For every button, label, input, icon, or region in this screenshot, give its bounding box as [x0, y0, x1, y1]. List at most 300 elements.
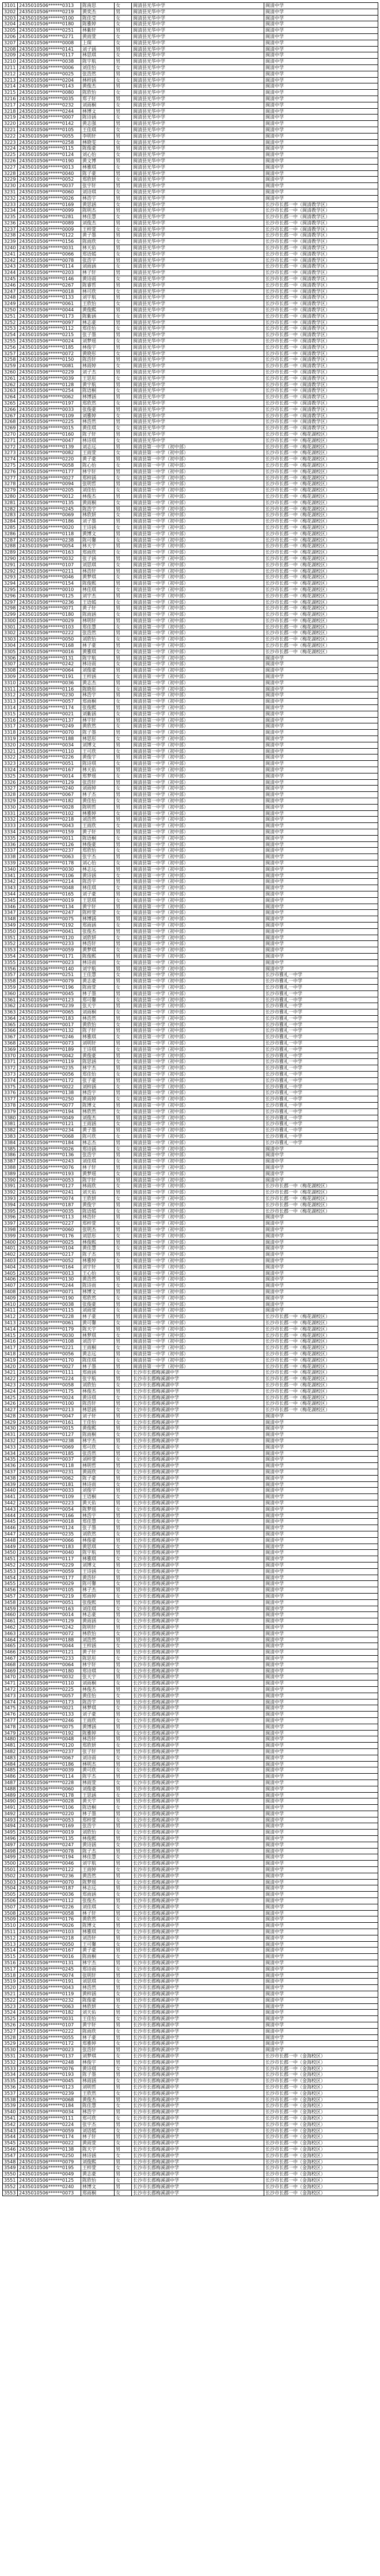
row-school: 闽清县光华中学 — [132, 177, 264, 183]
row-name: 林诗雨 — [81, 959, 115, 966]
row-school: 闽清县光华中学 — [132, 295, 264, 301]
row-gender: 女 — [115, 1332, 132, 1339]
row-id-number: 2435010506******0068 — [18, 1134, 81, 1140]
row-target-school: 闽清中学 — [264, 90, 378, 96]
row-name: 张宇杰 — [81, 854, 115, 860]
row-id-number: 2435010506******0060 — [18, 1226, 81, 1233]
row-seq: 3207 — [3, 40, 18, 46]
row-id-number: 2435010506******0067 — [18, 792, 81, 798]
table-row — [3, 1643, 378, 1649]
table-row — [3, 326, 378, 332]
table-row — [3, 605, 378, 612]
row-name: 林梦琪 — [81, 1332, 115, 1339]
row-gender: 女 — [115, 897, 132, 904]
table-row — [3, 1612, 378, 1618]
row-name: 黄梦琪 — [81, 574, 115, 581]
row-id-number: 2435010506******0137 — [18, 2053, 81, 2059]
row-gender: 男 — [115, 1736, 132, 1743]
row-seq: 3210 — [3, 59, 18, 65]
row-name: 张俊豪 — [81, 406, 115, 413]
row-school: 长沙市长郡梅溪湖中学 — [132, 1563, 264, 1569]
row-id-number: 2435010506******0068 — [18, 2097, 81, 2103]
row-id-number: 2435010506******0016 — [18, 1954, 81, 1960]
table-row — [3, 500, 378, 506]
row-target-school: 闽清中学 — [264, 1699, 378, 1705]
table-row — [3, 581, 378, 587]
row-seq: 3237 — [3, 226, 18, 233]
row-seq: 3351 — [3, 935, 18, 941]
table-row — [3, 1581, 378, 1587]
row-name: 林梓涵 — [81, 77, 115, 83]
row-seq: 3332 — [3, 817, 18, 823]
row-seq: 3417 — [3, 1345, 18, 1351]
row-school: 闽清县第一中学（初中部） — [132, 618, 264, 624]
row-school: 闽清县第一中学（初中部） — [132, 531, 264, 537]
table-row — [3, 1823, 378, 1830]
row-school: 长沙市长郡梅溪湖中学 — [132, 1457, 264, 1463]
row-id-number: 2435010506******0222 — [18, 630, 81, 637]
row-school: 长沙市长郡梅溪湖中学 — [132, 1805, 264, 1811]
table-row — [3, 2121, 378, 2128]
row-name: 郑梓涵 — [81, 475, 115, 481]
row-target-school: 闽清中学 — [264, 779, 378, 786]
row-gender: 男 — [115, 841, 132, 848]
row-gender: 女 — [115, 139, 132, 146]
row-name: 郑欣然 — [81, 401, 115, 407]
row-id-number: 2435010506******0053 — [18, 1817, 81, 1823]
row-gender: 女 — [115, 1221, 132, 1227]
row-target-school: 闽清中学 — [264, 1904, 378, 1910]
row-name: 刘雨桐 — [81, 1681, 115, 1687]
table-row — [3, 848, 378, 854]
row-school: 闽清县第一中学（初中部） — [132, 848, 264, 854]
row-gender: 女 — [115, 586, 132, 593]
row-seq: 3477 — [3, 1717, 18, 1724]
row-id-number: 2435010506******0051 — [18, 1599, 81, 1606]
row-seq: 3498 — [3, 1848, 18, 1854]
table-row — [3, 1885, 378, 1892]
row-gender: 男 — [115, 1152, 132, 1159]
row-school: 长沙市长郡梅溪湖中学 — [132, 1668, 264, 1674]
row-name: 黄诗涵 — [81, 1842, 115, 1848]
row-name: 刘佳琪 — [81, 1159, 115, 1165]
row-target-school: 长沙市雅礼一中学 — [264, 1084, 378, 1090]
row-school: 闽清县第一中学（初中部） — [132, 1003, 264, 1009]
row-name: 刘佳怡 — [81, 487, 115, 494]
row-id-number: 2435010506******0173 — [18, 313, 81, 319]
row-id-number: 2435010506******0215 — [18, 332, 81, 338]
row-seq: 3408 — [3, 1289, 18, 1295]
row-seq: 3542 — [3, 2121, 18, 2128]
row-name: 黄佳琪 — [81, 425, 115, 432]
row-name: 林欣怡 — [81, 1630, 115, 1637]
row-seq: 3545 — [3, 2140, 18, 2147]
table-row — [3, 649, 378, 655]
row-school: 闽清县第一中学（初中部） — [132, 1146, 264, 1152]
row-name: 刘欣妍 — [81, 935, 115, 941]
row-id-number: 2435010506******0185 — [18, 1450, 81, 1457]
row-gender: 女 — [115, 2041, 132, 2047]
row-seq: 3440 — [3, 1488, 18, 1494]
row-target-school: 闽清中学 — [264, 1811, 378, 1817]
row-seq: 3218 — [3, 108, 18, 115]
row-name: 郑梓萱 — [81, 1817, 115, 1823]
row-gender: 男 — [115, 630, 132, 637]
row-id-number: 2435010506******0075 — [18, 916, 81, 923]
row-name: 林博文 — [81, 108, 115, 115]
row-id-number: 2435010506******0057 — [18, 1693, 81, 1699]
table-row — [3, 1041, 378, 1047]
row-gender: 男 — [115, 1873, 132, 1879]
row-gender: 男 — [115, 1401, 132, 1407]
row-name: 王梓涵 — [81, 1643, 115, 1649]
table-row — [3, 810, 378, 817]
row-target-school: 闽清中学 — [264, 748, 378, 754]
row-school: 闽清县光华中学 — [132, 3, 264, 9]
row-seq: 3462 — [3, 1624, 18, 1630]
row-gender: 男 — [115, 468, 132, 475]
row-gender: 男 — [115, 1748, 132, 1755]
row-name: 刘诗琪 — [81, 189, 115, 195]
row-seq: 3346 — [3, 904, 18, 910]
row-gender: 男 — [115, 506, 132, 512]
row-id-number: 2435010506******0138 — [18, 2146, 81, 2152]
row-name: 陈诗雨 — [81, 1283, 115, 1289]
table-row — [3, 1786, 378, 1792]
table-row — [3, 723, 378, 730]
row-id-number: 2435010506******0213 — [18, 1407, 81, 1413]
row-seq: 3516 — [3, 1960, 18, 1967]
row-target-school: 长沙市长郡一中（金海校区） — [264, 2115, 378, 2121]
row-name: 林子轩 — [81, 2134, 115, 2140]
row-id-number: 2435010506******0117 — [18, 1556, 81, 1563]
row-name: 刘佳怡 — [81, 64, 115, 71]
table-row — [3, 15, 378, 21]
row-target-school: 长沙市长郡一中（闽清教学区） — [264, 257, 378, 264]
row-target-school: 闽清中学 — [264, 1779, 378, 1786]
row-seq: 3550 — [3, 2171, 18, 2178]
row-gender: 女 — [115, 276, 132, 283]
row-seq: 3307 — [3, 661, 18, 668]
row-id-number: 2435010506******0218 — [18, 1935, 81, 1941]
row-target-school: 长沙市雅礼一中学 — [264, 978, 378, 985]
row-id-number: 2435010506******0204 — [18, 77, 81, 83]
row-name: 张明轩 — [81, 1972, 115, 1979]
row-gender: 女 — [115, 885, 132, 891]
row-target-school: 长沙市长郡一中（梅花湖校区） — [264, 1320, 378, 1326]
row-name: 林思涵 — [81, 1407, 115, 1413]
table-row — [3, 1668, 378, 1674]
row-gender: 女 — [115, 1681, 132, 1687]
row-school: 闽清县第一中学（初中部） — [132, 1046, 264, 1053]
row-seq: 3544 — [3, 2134, 18, 2140]
row-gender: 男 — [115, 71, 132, 77]
row-gender: 男 — [115, 1351, 132, 1357]
row-school: 长沙市长郡梅溪湖中学 — [132, 1500, 264, 1507]
row-name: 刘浩轩 — [81, 1935, 115, 1941]
row-name: 王可欣 — [81, 748, 115, 754]
row-seq: 3552 — [3, 2183, 18, 2190]
row-name: 林志远 — [81, 1885, 115, 1892]
row-id-number: 2435010506******0225 — [18, 419, 81, 425]
row-target-school: 闽清中学 — [264, 1252, 378, 1258]
row-id-number: 2435010506******0013 — [18, 1270, 81, 1276]
row-gender: 女 — [115, 1867, 132, 1873]
table-row — [3, 1960, 378, 1967]
row-target-school: 闽清中学 — [264, 1226, 378, 1233]
row-id-number: 2435010506******0124 — [18, 152, 81, 158]
row-target-school: 长沙市长郡一中（闽清教学区） — [264, 326, 378, 332]
table-row — [3, 1563, 378, 1569]
row-id-number: 2435010506******0124 — [18, 1525, 81, 1531]
row-gender: 女 — [115, 1419, 132, 1426]
row-id-number: 2435010506******0076 — [18, 2066, 81, 2072]
row-gender: 男 — [115, 1637, 132, 1643]
table-row — [3, 363, 378, 369]
row-school: 长沙市长郡梅溪湖中学 — [132, 2152, 264, 2159]
table-row — [3, 904, 378, 910]
row-id-number: 2435010506******0185 — [18, 344, 81, 350]
row-name: 张子墨 — [81, 332, 115, 338]
row-gender: 女 — [115, 152, 132, 158]
row-school: 闽清县光华中学 — [132, 208, 264, 214]
table-row — [3, 2109, 378, 2116]
row-id-number: 2435010506******0020 — [18, 524, 81, 531]
row-gender: 女 — [115, 1668, 132, 1674]
row-target-school: 闽清中学 — [264, 1630, 378, 1637]
row-seq: 3266 — [3, 406, 18, 413]
row-target-school: 闽清中学 — [264, 1767, 378, 1774]
table-row — [3, 990, 378, 997]
row-name: 陈雨欣 — [81, 2028, 115, 2034]
row-target-school: 长沙市雅礼一中学 — [264, 1034, 378, 1041]
row-id-number: 2435010506******0046 — [18, 1861, 81, 1867]
row-name: 陈雨涵 — [81, 612, 115, 618]
row-seq: 3287 — [3, 537, 18, 543]
row-gender: 男 — [115, 332, 132, 338]
row-id-number: 2435010506******0046 — [18, 574, 81, 581]
row-target-school: 闽清中学 — [264, 692, 378, 699]
table-row — [3, 1736, 378, 1743]
table-row — [3, 2090, 378, 2097]
row-school: 长沙市长郡梅溪湖中学 — [132, 2097, 264, 2103]
row-school: 闽清县第一中学（初中部） — [132, 879, 264, 885]
row-id-number: 2435010506******0044 — [18, 307, 81, 314]
row-gender: 女 — [115, 2053, 132, 2059]
table-row — [3, 2159, 378, 2165]
row-school: 闽清县光华中学 — [132, 21, 264, 28]
row-school: 闽清县第一中学（初中部） — [132, 1257, 264, 1264]
row-name: 刘天佑 — [81, 2010, 115, 2016]
row-name: 陈博文 — [81, 1923, 115, 1929]
row-name: 林梦琪 — [81, 1705, 115, 1712]
table-row — [3, 276, 378, 283]
row-gender: 男 — [115, 170, 132, 177]
row-name: 林宇轩 — [81, 1662, 115, 1668]
row-name: 林宇轩 — [81, 717, 115, 723]
row-gender: 男 — [115, 2047, 132, 2053]
row-seq: 3549 — [3, 2165, 18, 2171]
row-name: 黄博文 — [81, 531, 115, 537]
row-seq: 3472 — [3, 1686, 18, 1693]
row-school: 长沙市长郡梅溪湖中学 — [132, 1649, 264, 1656]
row-school: 闽清县第一中学（初中部） — [132, 754, 264, 761]
table-row — [3, 1792, 378, 1798]
row-seq: 3224 — [3, 146, 18, 152]
row-id-number: 2435010506******0064 — [18, 668, 81, 674]
row-seq: 3321 — [3, 748, 18, 754]
table-row — [3, 2134, 378, 2140]
row-name: 林浩轩 — [81, 1736, 115, 1743]
row-seq: 3469 — [3, 1668, 18, 1674]
row-id-number: 2435010506******0009 — [18, 226, 81, 233]
table-row — [3, 655, 378, 661]
row-target-school: 长沙市长郡一中（梅花湖校区） — [264, 431, 378, 437]
row-seq: 3422 — [3, 1376, 18, 1382]
row-name: 黄欣然 — [81, 1916, 115, 1923]
row-gender: 男 — [115, 1450, 132, 1457]
row-name: 刘宇航 — [81, 1861, 115, 1867]
row-seq: 3547 — [3, 2152, 18, 2159]
row-id-number: 2435010506******0061 — [18, 1320, 81, 1326]
row-name: 王诗涵 — [81, 524, 115, 531]
row-name: 王雨欣 — [81, 1717, 115, 1724]
row-target-school: 闽清中学 — [264, 953, 378, 959]
row-school: 长沙市长郡梅溪湖中学 — [132, 1948, 264, 1954]
row-name: 林俊杰 — [81, 1388, 115, 1394]
row-target-school: 长沙市长郡一中（金海校区） — [264, 2140, 378, 2147]
row-gender: 女 — [115, 350, 132, 357]
row-target-school: 长沙市长郡一中（梅花湖校区） — [264, 1376, 378, 1382]
row-seq: 3285 — [3, 524, 18, 531]
row-seq: 3432 — [3, 1438, 18, 1445]
row-school: 闽清县光华中学 — [132, 437, 264, 444]
row-name: 黄子豪 — [81, 456, 115, 463]
table-row — [3, 1842, 378, 1848]
row-school: 闽清县光华中学 — [132, 214, 264, 220]
row-seq: 3519 — [3, 1979, 18, 1985]
row-id-number: 2435010506******0176 — [18, 1233, 81, 1239]
row-target-school: 闽清中学 — [264, 1861, 378, 1867]
table-row — [3, 1879, 378, 1885]
table-row — [3, 531, 378, 537]
row-name: 林子墨 — [81, 990, 115, 997]
row-school: 长沙市长郡梅溪湖中学 — [132, 2134, 264, 2140]
table-row — [3, 1028, 378, 1034]
row-seq: 3499 — [3, 1854, 18, 1861]
row-name: 林佳慧 — [81, 214, 115, 220]
row-gender: 男 — [115, 904, 132, 910]
table-row — [3, 1724, 378, 1730]
row-school: 长沙市长郡梅溪湖中学 — [132, 1885, 264, 1892]
table-row — [3, 674, 378, 680]
row-gender: 女 — [115, 1979, 132, 1985]
row-gender: 男 — [115, 456, 132, 463]
table-row — [3, 593, 378, 599]
table-row — [3, 1699, 378, 1705]
row-target-school: 长沙市长郡一中（梅花湖校区） — [264, 444, 378, 450]
row-name: 林浩轩 — [81, 941, 115, 947]
row-gender: 女 — [115, 550, 132, 556]
row-school: 闽清县第一中学（初中部） — [132, 897, 264, 904]
row-id-number: 2435010506******0192 — [18, 922, 81, 928]
row-gender: 男 — [115, 1724, 132, 1730]
row-target-school: 长沙市长郡一中（金海校区） — [264, 2097, 378, 2103]
row-id-number: 2435010506******0172 — [18, 2041, 81, 2047]
row-name: 黄宇轩 — [81, 904, 115, 910]
table-row — [3, 177, 378, 183]
row-id-number: 2435010506******0023 — [18, 959, 81, 966]
row-id-number: 2435010506******0043 — [18, 823, 81, 829]
row-name: 林诗雨 — [81, 1481, 115, 1488]
row-gender: 男 — [115, 966, 132, 972]
row-target-school: 长沙市长郡一中（梅花湖校区） — [264, 630, 378, 637]
row-id-number: 2435010506******0115 — [18, 146, 81, 152]
row-gender: 男 — [115, 817, 132, 823]
table-row — [3, 1817, 378, 1823]
row-name: 黄思涵 — [81, 201, 115, 208]
row-target-school: 长沙市长郡一中（闽清教学区） — [264, 307, 378, 314]
row-gender: 男 — [115, 1786, 132, 1792]
row-school: 闽清县第一中学（初中部） — [132, 872, 264, 879]
row-name: 刘浩然 — [81, 817, 115, 823]
row-name: 林天宇 — [81, 543, 115, 550]
row-id-number: 2435010506******0180 — [18, 1668, 81, 1674]
row-school: 长沙市长郡梅溪湖中学 — [132, 1681, 264, 1687]
row-seq: 3540 — [3, 2109, 18, 2116]
table-row — [3, 860, 378, 866]
row-gender: 男 — [115, 195, 132, 201]
row-id-number: 2435010506******0031 — [18, 2016, 81, 2022]
row-target-school: 长沙市长郡一中（梅花湖校区） — [264, 1208, 378, 1214]
row-name: 刘子杰 — [81, 369, 115, 376]
row-name: 郑可欣 — [81, 1444, 115, 1450]
row-gender: 女 — [115, 214, 132, 220]
row-seq: 3532 — [3, 2059, 18, 2066]
row-name: 林博文 — [81, 1289, 115, 1295]
row-name: 郑诗雨 — [81, 1966, 115, 1972]
row-seq: 3374 — [3, 1077, 18, 1084]
table-row — [3, 1506, 378, 1512]
row-school: 闽清县光华中学 — [132, 71, 264, 77]
row-id-number: 2435010506******0107 — [18, 2022, 81, 2028]
table-row — [3, 1140, 378, 1146]
row-id-number: 2435010506******0190 — [18, 158, 81, 164]
table-row — [3, 201, 378, 208]
row-seq: 3238 — [3, 233, 18, 239]
row-gender: 女 — [115, 798, 132, 805]
row-gender: 女 — [115, 1618, 132, 1625]
row-target-school: 长沙市长郡一中（闽清教学区） — [264, 282, 378, 288]
row-name: 刘欣怡 — [81, 1382, 115, 1388]
row-name: 陈睿哲 — [81, 282, 115, 288]
row-id-number: 2435010506******0229 — [18, 369, 81, 376]
row-name: 王雨萱 — [81, 450, 115, 456]
row-id-number: 2435010506******0122 — [18, 233, 81, 239]
row-id-number: 2435010506******0250 — [18, 2152, 81, 2159]
row-id-number: 2435010506******0214 — [18, 879, 81, 885]
row-seq: 3494 — [3, 1823, 18, 1830]
row-seq: 3220 — [3, 121, 18, 127]
table-row — [3, 1873, 378, 1879]
row-school: 闽清县第一中学（初中部） — [132, 1140, 264, 1146]
row-name: 陈可馨 — [81, 537, 115, 543]
row-target-school: 长沙市长郡一中（闽清教学区） — [264, 214, 378, 220]
table-row — [3, 1681, 378, 1687]
row-seq: 3343 — [3, 885, 18, 891]
row-id-number: 2435010506******0048 — [18, 885, 81, 891]
row-gender: 男 — [115, 1177, 132, 1183]
